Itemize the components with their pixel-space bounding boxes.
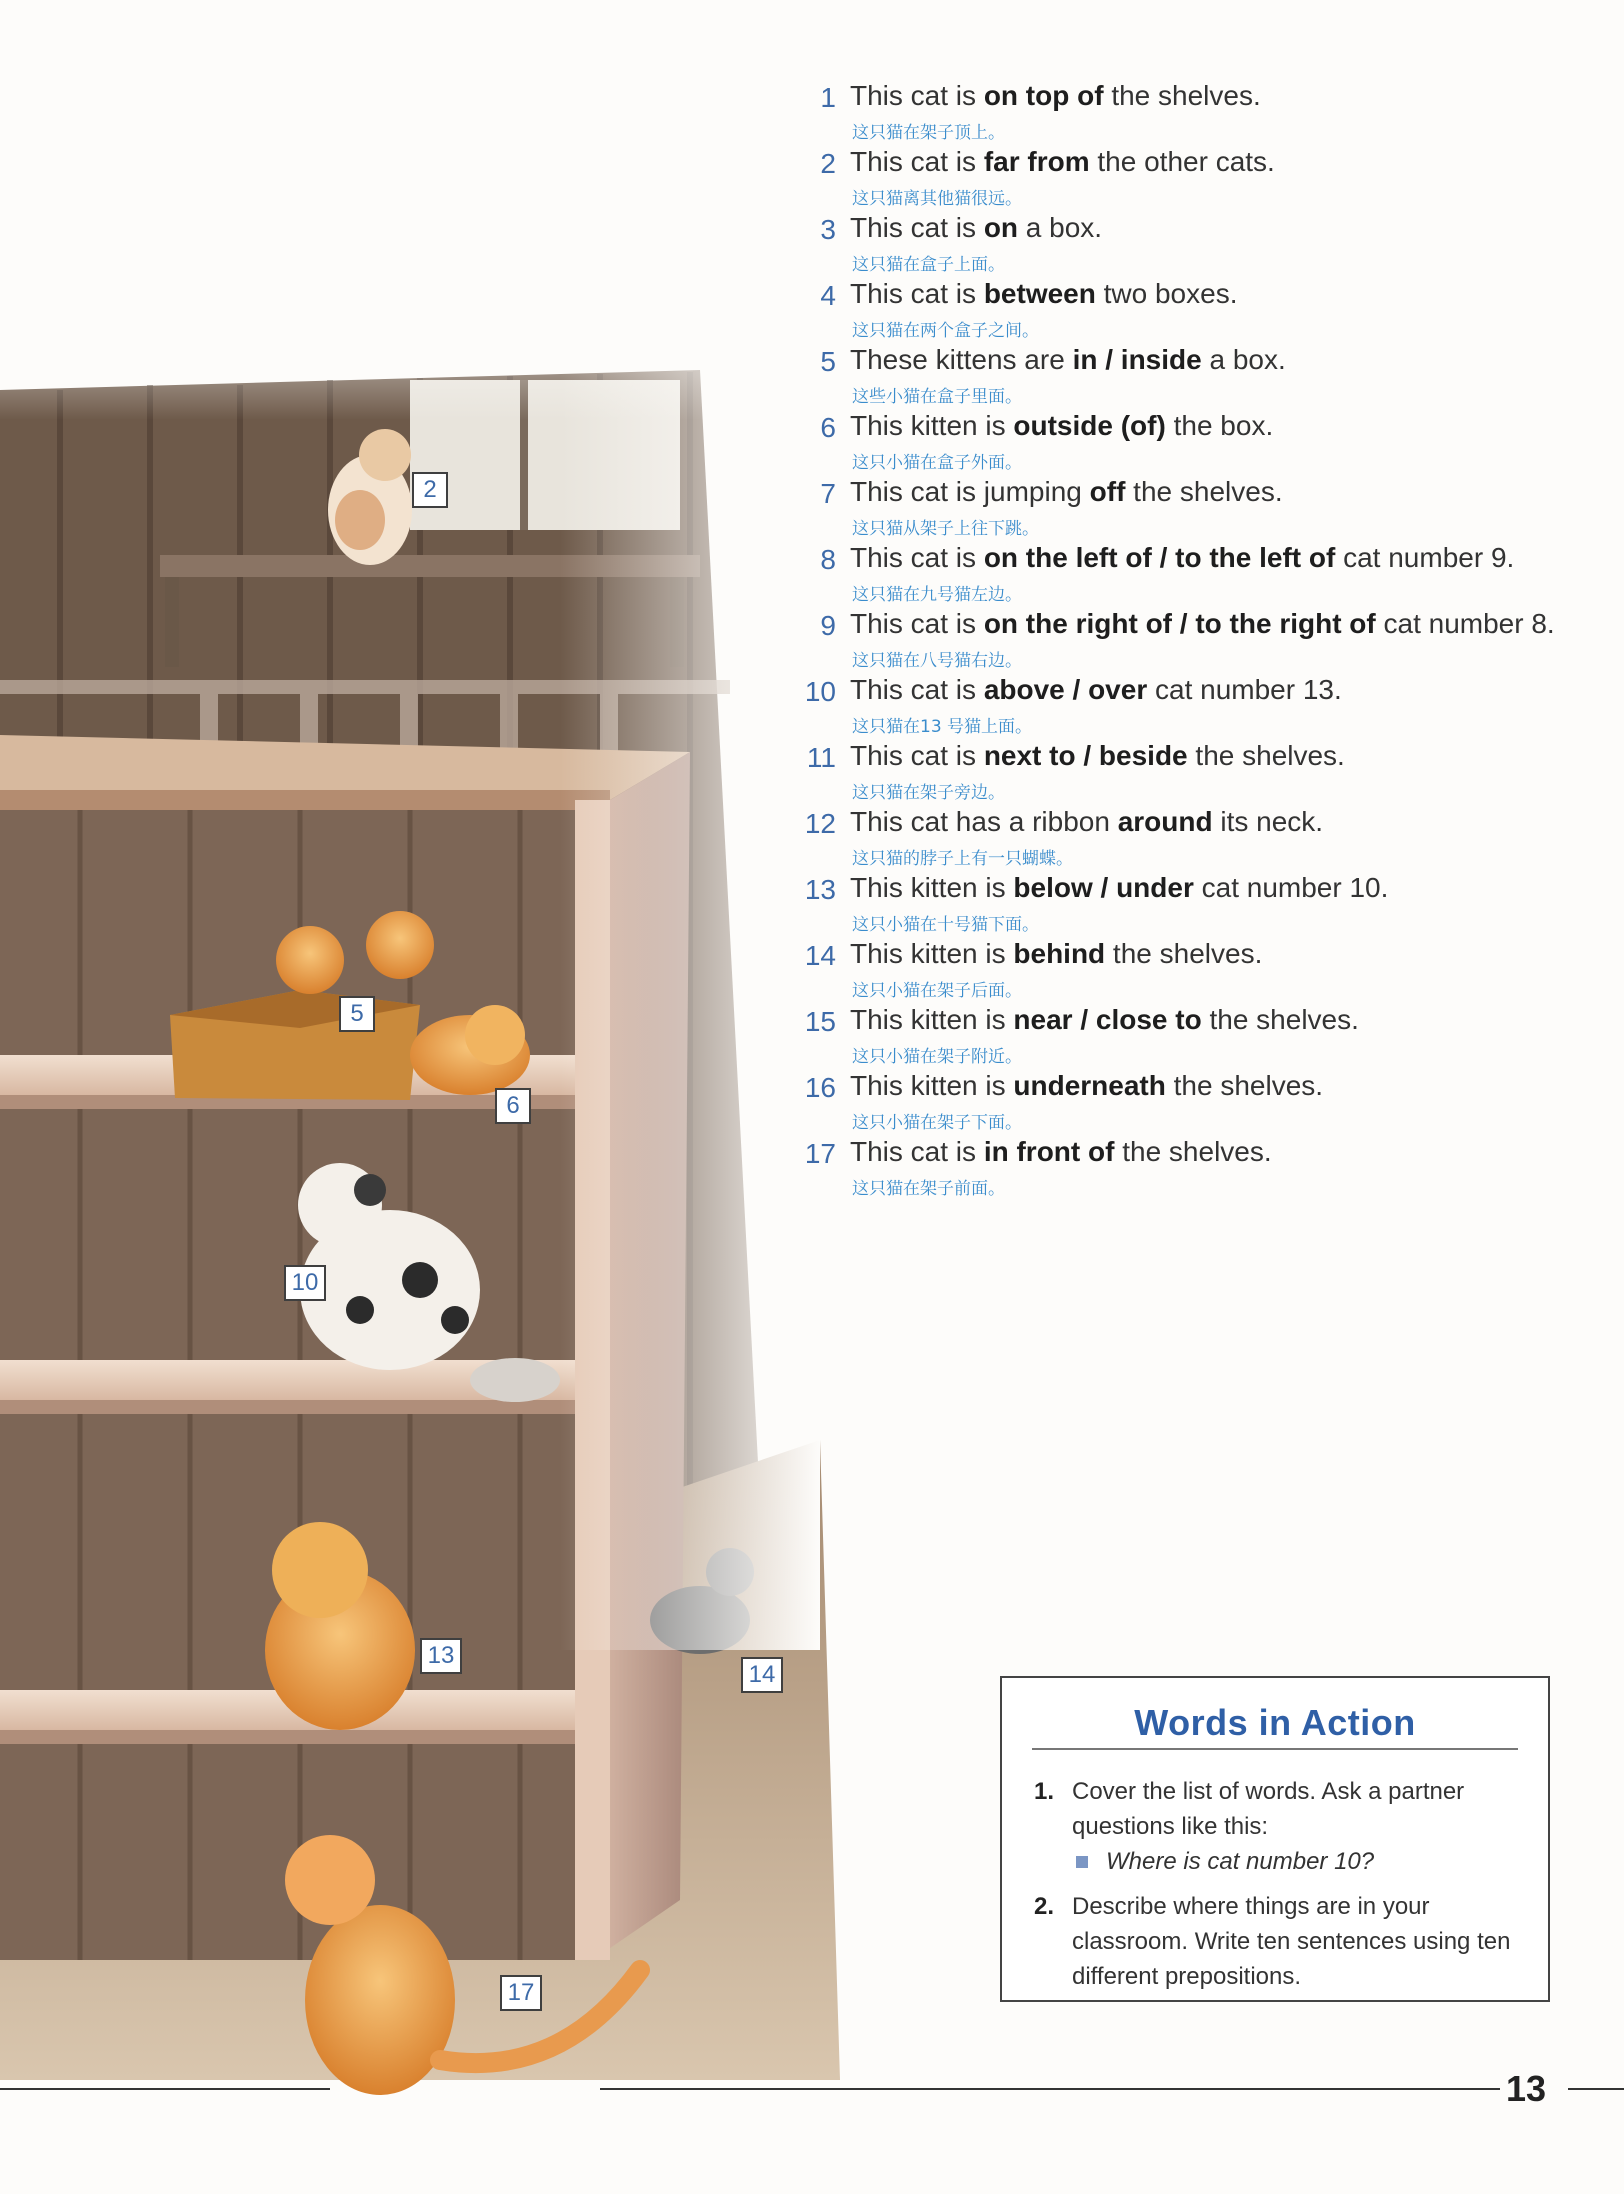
- item-number: 13: [804, 874, 836, 905]
- example-question: Where is cat number 10?: [1072, 1844, 1524, 1879]
- list-item: [800, 936, 1600, 1002]
- item-translation: 这只猫从架子上往下跳。: [852, 519, 1039, 539]
- activity-steps: [1034, 1774, 1524, 2004]
- item-sentence: This cat is on the right of / to the right of cat number 8.: [850, 608, 1555, 639]
- list-item: [800, 804, 1600, 870]
- preposition: in front of: [983, 1136, 1115, 1167]
- item-number: 1: [820, 82, 836, 113]
- badge-cat-14: 14: [741, 1657, 783, 1693]
- item-translation: 这只猫在架子旁边。: [852, 783, 1005, 803]
- list-item: [800, 144, 1600, 210]
- item-sentence: This cat is between two boxes.: [850, 278, 1238, 309]
- badge-cat-5: 5: [339, 996, 375, 1032]
- item-number: 11: [806, 742, 836, 773]
- item-number: 12: [804, 808, 836, 839]
- item-translation: 这只小猫在架子附近。: [852, 1047, 1022, 1067]
- item-number: 17: [804, 1138, 836, 1169]
- footer-rule-left: [0, 2088, 330, 2090]
- item-number: 9: [820, 610, 836, 641]
- preposition: outside (of): [1013, 410, 1166, 441]
- item-sentence: This kitten is outside (of) the box.: [850, 410, 1274, 441]
- item-translation: 这只小猫在架子后面。: [852, 981, 1022, 1001]
- item-sentence: This kitten is behind the shelves.: [850, 938, 1263, 969]
- item-sentence: This cat is in front of the shelves.: [850, 1136, 1272, 1167]
- item-number: 16: [804, 1072, 836, 1103]
- list-item: [800, 1134, 1600, 1200]
- item-sentence: This cat is on top of the shelves.: [850, 80, 1261, 111]
- item-number: 8: [820, 544, 836, 575]
- preposition: around: [1117, 806, 1213, 837]
- item-sentence: This cat is on the left of / to the left of cat number 9.: [850, 542, 1515, 573]
- list-item: [800, 276, 1600, 342]
- item-number: 14: [804, 940, 836, 971]
- list-item: [800, 540, 1600, 606]
- item-number: 6: [820, 412, 836, 443]
- item-sentence: This cat is on a box.: [850, 212, 1103, 243]
- item-sentence: This kitten is underneath the shelves.: [850, 1070, 1324, 1101]
- item-translation: 这只猫在架子前面。: [852, 1179, 1005, 1199]
- square-bullet-icon: [1076, 1856, 1088, 1868]
- preposition: on the left of / to the left of: [983, 542, 1336, 573]
- item-translation: 这只猫在九号猫左边。: [852, 585, 1022, 605]
- footer-rule-tail: [1568, 2088, 1624, 2090]
- badge-cat-10: 10: [284, 1265, 326, 1301]
- preposition: on top of: [983, 80, 1104, 111]
- item-number: 4: [820, 280, 836, 311]
- preposition: between: [983, 278, 1096, 309]
- item-translation: 这只猫的脖子上有一只蝴蝶。: [852, 849, 1073, 869]
- preposition: in / inside: [1072, 344, 1202, 375]
- step-number: 1.: [1034, 1778, 1055, 1805]
- words-in-action-box: [1000, 1676, 1550, 2002]
- item-translation: 这只小猫在架子下面。: [852, 1113, 1022, 1133]
- preposition: on the right of / to the right of: [983, 608, 1376, 639]
- footer-rule-right: [600, 2088, 1500, 2090]
- words-in-action-title: Words in Action: [1032, 1702, 1518, 1750]
- preposition: above / over: [983, 674, 1148, 705]
- list-item: [800, 210, 1600, 276]
- activity-step-1: [1034, 1774, 1524, 1879]
- item-sentence: This cat is above / over cat number 13.: [850, 674, 1342, 705]
- list-item: [800, 1068, 1600, 1134]
- item-sentence: This kitten is below / under cat number 10.: [850, 872, 1389, 903]
- list-item: [800, 78, 1600, 144]
- badge-cat-17: 17: [500, 1975, 542, 2011]
- item-translation: 这只猫在13 号猫上面。: [852, 717, 1033, 737]
- list-item: [800, 606, 1600, 672]
- item-number: 7: [820, 478, 836, 509]
- badge-cat-2: 2: [412, 472, 448, 508]
- item-number: 2: [820, 148, 836, 179]
- item-translation: 这只猫在架子顶上。: [852, 123, 1005, 143]
- item-number: 15: [804, 1006, 836, 1037]
- page-number: 13: [1506, 2068, 1547, 2109]
- preposition: underneath: [1013, 1070, 1166, 1101]
- item-translation: 这只小猫在十号猫下面。: [852, 915, 1039, 935]
- item-sentence: This cat is far from the other cats.: [850, 146, 1275, 177]
- list-item: [800, 408, 1600, 474]
- activity-step-2: [1034, 1889, 1524, 1994]
- list-item: [800, 474, 1600, 540]
- item-translation: 这只小猫在盒子外面。: [852, 453, 1022, 473]
- item-sentence: This cat is jumping off the shelves.: [850, 476, 1283, 507]
- item-sentence: This kitten is near / close to the shelves.: [850, 1004, 1359, 1035]
- item-sentence: These kittens are in / inside a box.: [850, 344, 1286, 375]
- list-item: [800, 738, 1600, 804]
- item-translation: 这些小猫在盒子里面。: [852, 387, 1022, 407]
- item-translation: 这只猫在八号猫右边。: [852, 651, 1022, 671]
- list-item: [800, 342, 1600, 408]
- list-item: [800, 672, 1600, 738]
- item-translation: 这只猫在两个盒子之间。: [852, 321, 1039, 341]
- list-item: [800, 1002, 1600, 1068]
- preposition: off: [1089, 476, 1126, 507]
- badge-cat-6: 6: [495, 1088, 531, 1124]
- badge-cat-13: 13: [420, 1638, 462, 1674]
- item-number: 5: [820, 346, 836, 377]
- preposition-list: [800, 78, 1600, 1200]
- preposition: near / close to: [1013, 1004, 1202, 1035]
- step-text: Cover the list of words. Ask a partner questions like this:: [1072, 1778, 1465, 1840]
- preposition: next to / beside: [983, 740, 1188, 771]
- list-item: [800, 870, 1600, 936]
- step-number: 2.: [1034, 1893, 1055, 1920]
- preposition: far from: [983, 146, 1090, 177]
- preposition: behind: [1013, 938, 1106, 969]
- item-number: 10: [804, 676, 836, 707]
- item-sentence: This cat is next to / beside the shelves.: [850, 740, 1345, 771]
- preposition: below / under: [1013, 872, 1194, 903]
- item-translation: 这只猫离其他猫很远。: [852, 189, 1022, 209]
- item-number: 3: [820, 214, 836, 245]
- step-text: Describe where things are in your classroom. Write ten sentences using ten different prepositions.: [1072, 1893, 1511, 1990]
- item-translation: 这只猫在盒子上面。: [852, 255, 1005, 275]
- preposition: on: [983, 212, 1019, 243]
- item-sentence: This cat has a ribbon around its neck.: [850, 806, 1324, 837]
